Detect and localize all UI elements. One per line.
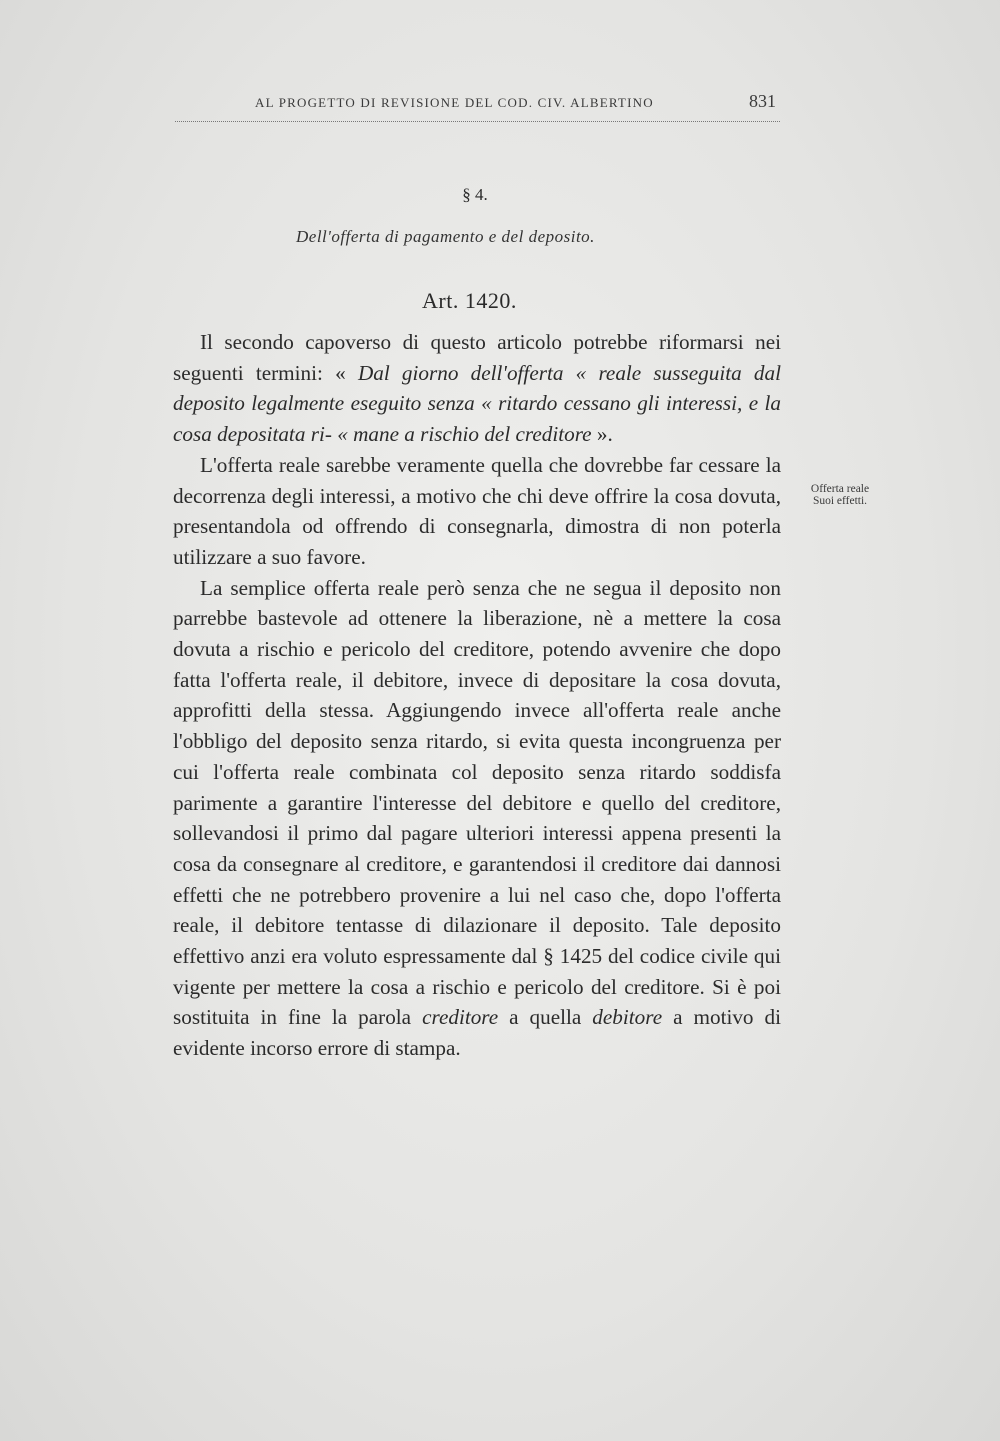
paragraph-3 bbox=[173, 573, 781, 1064]
paragraph-3-mid: a quella bbox=[509, 1005, 582, 1030]
page-number: 831 bbox=[749, 91, 776, 111]
running-title: AL PROGETTO DI REVISIONE DEL COD. CIV. ALBERTINO bbox=[255, 95, 654, 110]
paragraph-3-word-debitore: debitore bbox=[592, 1005, 663, 1030]
margin-note-line-2: Suoi effetti. bbox=[812, 495, 868, 507]
article-heading: Art. 1420. bbox=[422, 288, 517, 313]
paragraph-2: L'offerta reale sarebbe veramente quella che dovrebbe far cessare la decorrenza degli interessi, a motivo che chi deve offrire la cosa dovuta, presentandola od offrendo di consegnarla, dimostra di non poterla utilizzare a suo favore. bbox=[173, 452, 781, 569]
paragraph-3-word-creditore: creditore bbox=[422, 1005, 499, 1030]
paragraph-1-quote: Dal giorno dell'offerta « reale susseguita dal deposito legalmente eseguito senza « ritardo cessano gli interessi, e la cosa depositata ri- « mane a rischio del creditore bbox=[173, 360, 781, 447]
paragraph-1-end: ». bbox=[596, 422, 613, 447]
paragraph-3-start: La semplice offerta reale però senza che ne segua il deposito non parrebbe bastevole ad ottenere la liberazione, nè a mettere la cosa dovuta a rischio e pericolo del creditore, potendo avvenire che dopo fatta l'offerta reale, il debitore, invece di depositare la cosa dovuta, approfitti della stessa. Aggiungendo invece all'offerta reale anche l'obbligo del deposito senza ritardo, si evita questa incongruenza per cui l'offerta reale combinata col deposito senza ritardo soddisfa parimente a garantire l'interesse del debitore e quello del creditore, sollevandosi il primo dal pagare ulteriori interessi appena presenti la cosa da consegnare al creditore, e garantendosi il creditore dai dannosi effetti che ne potrebbero provenire a lui nel caso che, dopo l'offerta reale, il debitore tentasse di dilazionare il deposito. Tale deposito effettivo anzi era voluto espressamente dal § 1425 del codice civile qui vigente per mettere la cosa a rischio e pericolo del creditore. Si è poi sostituita in fine la parola bbox=[173, 575, 781, 1030]
paragraph-1-intro: Il secondo capoverso di questo articolo potrebbe riformarsi nei seguenti termini: « bbox=[173, 330, 781, 385]
section-number bbox=[0, 185, 1000, 205]
section-mark-text: § 4. bbox=[462, 185, 488, 204]
paragraph-3-end: a motivo di evidente incorso errore di stampa. bbox=[173, 1005, 781, 1061]
margin-note bbox=[790, 483, 890, 507]
margin-note-line-1: Offerta reale bbox=[810, 483, 870, 495]
section-title: Dell'offerta di pagamento e del deposito. bbox=[296, 227, 595, 246]
running-header bbox=[175, 91, 780, 122]
body-text bbox=[173, 327, 781, 1064]
paragraph-1 bbox=[173, 327, 781, 450]
